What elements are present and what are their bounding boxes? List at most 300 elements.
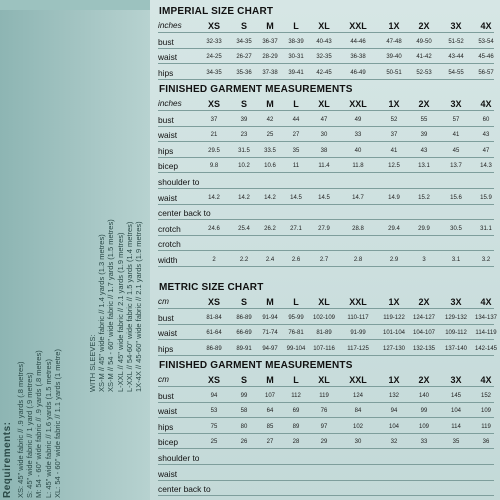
size-label: XS bbox=[207, 21, 221, 31]
table-cell: 119 bbox=[481, 423, 491, 430]
table-cell: 23 bbox=[240, 132, 248, 139]
row-label: center back to bbox=[158, 484, 211, 495]
row-divider bbox=[158, 110, 494, 111]
table-cell: 12.5 bbox=[388, 163, 400, 170]
table-cell: 32 bbox=[390, 439, 398, 446]
table-cell: 47 bbox=[482, 147, 490, 154]
size-label: S bbox=[240, 297, 248, 307]
table-cell: 61-64 bbox=[206, 330, 222, 337]
table-cell: 27.9 bbox=[318, 225, 330, 232]
size-label: XXL bbox=[349, 21, 367, 31]
table-cell: 28 bbox=[292, 439, 300, 446]
requirement-line: S: 45" wide fabric // 1 yard (.9 metres) bbox=[25, 372, 35, 498]
row-divider bbox=[158, 402, 494, 403]
row-label: bust bbox=[158, 36, 174, 47]
table-cell: 37 bbox=[390, 132, 398, 139]
table-cell: 132 bbox=[388, 392, 400, 399]
table-cell: 152 bbox=[480, 392, 492, 399]
table-cell: 42 bbox=[266, 116, 274, 123]
table-cell: 14.2 bbox=[264, 194, 276, 201]
table-cell: 41 bbox=[390, 147, 398, 154]
table-cell: 36-37 bbox=[262, 38, 278, 45]
requirements-list-no-sleeves bbox=[16, 349, 62, 498]
row-divider bbox=[158, 464, 494, 465]
table-cell: 44 bbox=[292, 116, 300, 123]
table-cell: 25 bbox=[210, 439, 218, 446]
table-cell: 47 bbox=[320, 116, 328, 123]
table-cell: 104-107 bbox=[412, 330, 436, 337]
table-cell: 44-46 bbox=[350, 38, 366, 45]
unit-label: cm bbox=[158, 297, 169, 306]
table-cell: 14.9 bbox=[388, 194, 400, 201]
requirement-line: L-XXL // 45" wide fabric // 2.1 yards (1.9 metres) bbox=[115, 232, 125, 392]
row-divider bbox=[158, 495, 494, 496]
size-label: 2X bbox=[418, 375, 430, 385]
table-cell: 49 bbox=[354, 116, 362, 123]
size-label: 4X bbox=[480, 375, 492, 385]
table-row bbox=[158, 326, 497, 340]
table-row bbox=[158, 467, 494, 481]
table-cell: 85 bbox=[266, 423, 274, 430]
table-cell: 89-91 bbox=[236, 345, 252, 352]
size-label: 1X bbox=[388, 99, 400, 109]
size-label: 2X bbox=[418, 99, 430, 109]
table-cell: 24-25 bbox=[206, 54, 222, 61]
table-cell: 42-45 bbox=[316, 69, 332, 76]
table-cell: 99 bbox=[420, 408, 428, 415]
table-cell: 86-89 bbox=[206, 345, 222, 352]
row-divider bbox=[158, 324, 494, 325]
table-cell: 32-33 bbox=[206, 38, 222, 45]
row-label: waist bbox=[158, 52, 178, 63]
table-cell: 56-57 bbox=[478, 69, 494, 76]
table-cell: 132-135 bbox=[412, 345, 436, 352]
table-cell: 27 bbox=[292, 132, 300, 139]
table-cell: 10.2 bbox=[238, 163, 250, 170]
table-cell: 119 bbox=[319, 392, 329, 399]
table-row bbox=[158, 191, 494, 205]
table-cell: 57 bbox=[452, 116, 460, 123]
requirement-line: XS-M // 45" wide fabric // 1.4 yards (1.3 metres) bbox=[97, 234, 107, 392]
size-label: 4X bbox=[480, 99, 492, 109]
table-cell: 39-41 bbox=[288, 69, 304, 76]
table-cell: 21 bbox=[210, 132, 218, 139]
table-cell: 104 bbox=[388, 423, 400, 430]
table-cell: 33.5 bbox=[264, 147, 276, 154]
table-cell: 35 bbox=[452, 439, 460, 446]
row-label: shoulder to bbox=[158, 453, 200, 463]
row-divider bbox=[158, 355, 494, 356]
table-cell: 28.8 bbox=[352, 225, 364, 232]
size-label: L bbox=[293, 375, 299, 385]
size-label: 1X bbox=[388, 21, 400, 31]
table-cell: 50-51 bbox=[386, 69, 402, 76]
table-cell: 31.5 bbox=[238, 147, 250, 154]
row-divider bbox=[158, 417, 494, 418]
table-cell: 52-53 bbox=[416, 69, 432, 76]
table-cell: 33 bbox=[354, 132, 362, 139]
row-divider bbox=[158, 235, 494, 236]
size-label: L bbox=[293, 297, 299, 307]
table-cell: 71-74 bbox=[262, 330, 278, 337]
table-cell: 15.6 bbox=[450, 194, 462, 201]
table-cell: 28-29 bbox=[262, 54, 278, 61]
table-cell: 107 bbox=[264, 392, 276, 399]
size-header-row bbox=[158, 295, 494, 309]
table-row bbox=[158, 113, 494, 127]
table-cell: 97 bbox=[320, 423, 328, 430]
row-divider bbox=[158, 339, 494, 340]
requirement-line: L-XXL // 54-60" wide fabric // 1.5 yards (1.4 metres) bbox=[124, 221, 134, 392]
table-cell: 89 bbox=[292, 423, 300, 430]
row-label: crotch bbox=[158, 223, 181, 234]
section-title: FINISHED GARMENT MEASUREMENTS bbox=[159, 360, 353, 371]
row-divider bbox=[158, 219, 494, 220]
row-divider bbox=[158, 141, 494, 142]
table-cell: 13.7 bbox=[450, 163, 462, 170]
table-cell: 24.6 bbox=[208, 225, 220, 232]
table-cell: 35-36 bbox=[236, 69, 252, 76]
row-label: hips bbox=[158, 343, 174, 354]
table-cell: 15.2 bbox=[418, 194, 430, 201]
table-cell: 109 bbox=[418, 423, 430, 430]
table-cell: 29.5 bbox=[208, 147, 220, 154]
table-cell: 112 bbox=[291, 392, 301, 399]
table-cell: 25 bbox=[266, 132, 274, 139]
size-label: M bbox=[266, 99, 274, 109]
row-label: bust bbox=[158, 312, 174, 323]
table-cell: 39 bbox=[240, 116, 248, 123]
table-cell: 46-49 bbox=[350, 69, 366, 76]
row-label: shoulder to bbox=[158, 177, 200, 187]
size-label: M bbox=[266, 297, 274, 307]
table-cell: 76 bbox=[320, 408, 328, 415]
unit-label: inches bbox=[158, 21, 182, 30]
table-cell: 14.3 bbox=[480, 163, 492, 170]
table-cell: 110-117 bbox=[347, 314, 369, 321]
table-cell: 47-48 bbox=[386, 38, 402, 45]
table-cell: 86-89 bbox=[236, 314, 252, 321]
table-row bbox=[158, 237, 494, 251]
row-divider bbox=[158, 433, 494, 434]
size-label: 3X bbox=[450, 21, 462, 31]
table-row bbox=[158, 222, 494, 236]
table-cell: 101-104 bbox=[382, 330, 406, 337]
size-label: XS bbox=[207, 297, 221, 307]
table-cell: 26.2 bbox=[264, 225, 276, 232]
size-label: 4X bbox=[480, 21, 492, 31]
table-cell: 29 bbox=[320, 439, 328, 446]
table-cell: 14.7 bbox=[352, 194, 364, 201]
table-cell: 35 bbox=[292, 147, 300, 154]
table-cell: 58 bbox=[240, 408, 248, 415]
table-cell: 94-97 bbox=[262, 345, 278, 352]
table-cell: 60 bbox=[482, 116, 490, 123]
row-divider bbox=[158, 448, 494, 449]
size-label: L bbox=[293, 21, 299, 31]
table-cell: 10.6 bbox=[264, 163, 276, 170]
size-label: S bbox=[240, 375, 248, 385]
table-cell: 14.2 bbox=[208, 194, 220, 201]
table-cell: 9.8 bbox=[209, 163, 219, 170]
row-divider bbox=[158, 48, 494, 49]
table-cell: 129-132 bbox=[444, 314, 468, 321]
size-label: 2X bbox=[418, 297, 430, 307]
section-title: FINISHED GARMENT MEASUREMENTS bbox=[159, 84, 353, 95]
table-cell: 38 bbox=[320, 147, 328, 154]
table-cell: 32-35 bbox=[316, 54, 332, 61]
table-cell: 2.4 bbox=[265, 257, 275, 263]
row-label: hips bbox=[158, 67, 174, 78]
row-divider bbox=[158, 480, 494, 481]
table-cell: 142-145 bbox=[474, 345, 498, 352]
table-cell: 37 bbox=[210, 116, 218, 123]
row-label: waist bbox=[158, 130, 178, 141]
table-row bbox=[158, 253, 494, 267]
table-cell: 99-104 bbox=[286, 345, 306, 352]
table-cell: 134-137 bbox=[474, 314, 498, 321]
table-cell: 109-112 bbox=[445, 330, 467, 337]
table-cell: 140 bbox=[418, 392, 430, 399]
table-cell: 30 bbox=[320, 132, 328, 139]
table-cell: 14.2 bbox=[238, 194, 250, 201]
table-cell: 14.5 bbox=[318, 194, 330, 201]
row-label: bicep bbox=[158, 437, 179, 448]
table-cell: 30 bbox=[354, 439, 362, 446]
unit-label: inches bbox=[158, 99, 182, 108]
requirements-title: Requirements: bbox=[2, 421, 13, 498]
table-cell: 81-84 bbox=[206, 314, 222, 321]
table-row bbox=[158, 420, 494, 434]
row-divider bbox=[158, 126, 494, 127]
section-title: IMPERIAL SIZE CHART bbox=[159, 6, 274, 17]
requirements-sidebar bbox=[0, 0, 150, 500]
row-divider bbox=[158, 188, 494, 189]
table-cell: 53 bbox=[210, 408, 218, 415]
requirement-line: M: 54 - 60" wide fabric // .9 yards (.8 metres) bbox=[34, 350, 44, 498]
table-cell: 27 bbox=[266, 439, 274, 446]
row-divider bbox=[158, 308, 494, 309]
table-cell: 38-39 bbox=[288, 38, 304, 45]
row-divider bbox=[158, 204, 494, 205]
table-cell: 36 bbox=[482, 439, 490, 446]
table-cell: 36-38 bbox=[350, 54, 366, 61]
table-cell: 145 bbox=[450, 392, 462, 399]
table-row bbox=[158, 435, 494, 449]
row-divider bbox=[158, 266, 494, 267]
table-cell: 29.4 bbox=[388, 225, 400, 232]
table-row bbox=[158, 206, 494, 220]
table-cell: 31.1 bbox=[480, 225, 492, 232]
requirement-line: 1X-4X // 45-60" wide fabric // 2.1 yards (1.9 metres) bbox=[134, 221, 144, 392]
table-cell: 94 bbox=[390, 408, 398, 415]
table-cell: 53-54 bbox=[478, 38, 494, 45]
size-label: 1X bbox=[388, 297, 400, 307]
row-label: center back to bbox=[158, 208, 211, 219]
row-divider bbox=[158, 79, 494, 80]
requirement-line: WITH SLEEVES: bbox=[88, 334, 97, 392]
table-cell: 43 bbox=[420, 147, 428, 154]
table-cell: 3.2 bbox=[481, 257, 491, 263]
size-header-row bbox=[158, 19, 494, 33]
table-row bbox=[158, 50, 494, 64]
table-cell: 52 bbox=[390, 116, 398, 123]
table-cell: 41-42 bbox=[416, 54, 432, 61]
table-cell: 37-38 bbox=[262, 69, 278, 76]
table-cell: 55 bbox=[420, 116, 428, 123]
size-label: 3X bbox=[450, 297, 462, 307]
table-cell: 2.2 bbox=[239, 257, 249, 263]
size-label: L bbox=[293, 99, 299, 109]
table-cell: 34-35 bbox=[206, 69, 222, 76]
requirement-line: L: 45" wide fabric // 1.6 yards (1.5 metres) bbox=[43, 359, 53, 498]
table-cell: 26 bbox=[240, 439, 248, 446]
table-cell: 14.5 bbox=[290, 194, 302, 201]
table-cell: 41 bbox=[452, 132, 460, 139]
table-cell: 2 bbox=[212, 257, 216, 263]
table-cell: 3 bbox=[422, 257, 426, 263]
table-cell: 81-89 bbox=[316, 330, 332, 337]
table-cell: 91-94 bbox=[262, 314, 278, 321]
size-label: 4X bbox=[480, 297, 492, 307]
table-cell: 45 bbox=[452, 147, 460, 154]
requirements-list-with-sleeves bbox=[88, 219, 143, 392]
table-cell: 45-46 bbox=[478, 54, 494, 61]
row-divider bbox=[158, 250, 494, 251]
table-cell: 30-31 bbox=[288, 54, 304, 61]
table-row bbox=[158, 404, 494, 418]
table-row bbox=[158, 389, 494, 403]
table-cell: 26-27 bbox=[236, 54, 252, 61]
row-divider bbox=[158, 63, 494, 64]
row-divider bbox=[158, 157, 494, 158]
table-cell: 127-130 bbox=[382, 345, 406, 352]
table-cell: 13.1 bbox=[418, 163, 430, 170]
table-cell: 25.4 bbox=[238, 225, 250, 232]
table-cell: 104 bbox=[450, 408, 462, 415]
row-label: bust bbox=[158, 390, 174, 401]
table-cell: 114 bbox=[451, 423, 461, 430]
size-label: XXL bbox=[349, 99, 367, 109]
row-label: waist bbox=[158, 328, 178, 339]
table-row bbox=[158, 35, 494, 49]
table-cell: 30.5 bbox=[450, 225, 462, 232]
table-cell: 51-52 bbox=[448, 38, 464, 45]
size-label: 2X bbox=[418, 21, 430, 31]
size-label: XS bbox=[207, 99, 221, 109]
size-label: 1X bbox=[388, 375, 400, 385]
table-row bbox=[158, 482, 494, 496]
row-label: hips bbox=[158, 421, 174, 432]
table-row bbox=[158, 175, 494, 189]
table-cell: 54-55 bbox=[448, 69, 464, 76]
requirement-line: XS: 45" wide fabric // .9 yards (.8 metres) bbox=[16, 361, 25, 498]
table-row bbox=[158, 144, 494, 158]
table-cell: 33 bbox=[420, 439, 428, 446]
table-cell: 107-116 bbox=[313, 345, 335, 352]
table-cell: 114-119 bbox=[475, 330, 497, 337]
table-cell: 15.9 bbox=[480, 194, 492, 201]
row-label: waist bbox=[158, 192, 178, 203]
table-cell: 117-125 bbox=[347, 345, 369, 352]
table-cell: 39-40 bbox=[386, 54, 402, 61]
row-divider bbox=[158, 32, 494, 33]
row-label: waist bbox=[158, 406, 178, 417]
size-label: XL bbox=[318, 297, 330, 307]
table-cell: 66-69 bbox=[236, 330, 252, 337]
size-label: XXL bbox=[349, 375, 367, 385]
table-cell: 40 bbox=[354, 147, 362, 154]
table-cell: 80 bbox=[240, 423, 248, 430]
row-label: waist bbox=[158, 468, 178, 479]
size-header-row bbox=[158, 373, 494, 387]
size-label: M bbox=[266, 21, 274, 31]
row-label: bicep bbox=[158, 161, 179, 172]
row-label: bust bbox=[158, 114, 174, 125]
table-cell: 3.1 bbox=[451, 257, 461, 263]
table-row bbox=[158, 451, 494, 465]
table-cell: 109 bbox=[480, 408, 492, 415]
table-cell: 124 bbox=[352, 392, 364, 399]
row-label: crotch bbox=[158, 239, 181, 250]
table-cell: 76-81 bbox=[288, 330, 304, 337]
section-title: METRIC SIZE CHART bbox=[159, 282, 264, 293]
table-cell: 75 bbox=[210, 423, 218, 430]
table-cell: 64 bbox=[266, 408, 274, 415]
table-cell: 40-43 bbox=[316, 38, 332, 45]
table-cell: 11.4 bbox=[318, 163, 330, 170]
table-cell: 84 bbox=[354, 408, 362, 415]
table-cell: 91-99 bbox=[350, 330, 366, 337]
table-cell: 27.1 bbox=[290, 225, 302, 232]
table-row bbox=[158, 311, 498, 325]
table-cell: 34-35 bbox=[236, 38, 252, 45]
table-cell: 94 bbox=[210, 392, 218, 399]
table-cell: 2.9 bbox=[389, 257, 399, 263]
size-label: S bbox=[240, 99, 248, 109]
table-cell: 137-140 bbox=[444, 345, 468, 352]
size-label: XL bbox=[318, 21, 330, 31]
size-charts bbox=[150, 0, 500, 500]
size-label: 3X bbox=[450, 375, 462, 385]
row-label: width bbox=[158, 255, 178, 265]
table-cell: 102 bbox=[352, 423, 364, 430]
sidebar-top-band bbox=[0, 0, 150, 10]
table-row bbox=[158, 342, 498, 356]
table-cell: 119-122 bbox=[383, 314, 405, 321]
table-cell: 69 bbox=[292, 408, 300, 415]
row-label: hips bbox=[158, 145, 174, 156]
table-cell: 99 bbox=[240, 392, 248, 399]
table-row bbox=[158, 66, 494, 80]
table-cell: 39 bbox=[420, 132, 428, 139]
size-label: XS bbox=[207, 375, 221, 385]
table-cell: 49-50 bbox=[416, 38, 432, 45]
table-row bbox=[158, 159, 494, 173]
size-label: 3X bbox=[450, 99, 462, 109]
table-cell: 11 bbox=[292, 163, 300, 170]
table-cell: 43 bbox=[482, 132, 490, 139]
table-cell: 11.8 bbox=[352, 163, 364, 170]
row-divider bbox=[158, 386, 494, 387]
size-label: XL bbox=[318, 375, 330, 385]
table-cell: 2.7 bbox=[319, 257, 329, 263]
size-label: M bbox=[266, 375, 274, 385]
table-cell: 2.8 bbox=[353, 257, 363, 263]
table-cell: 124-127 bbox=[412, 314, 436, 321]
requirement-line: XS-M // 54 - 60" wide fabric // 1.7 yards (1.5 metres) bbox=[106, 219, 116, 392]
row-divider bbox=[158, 172, 494, 173]
